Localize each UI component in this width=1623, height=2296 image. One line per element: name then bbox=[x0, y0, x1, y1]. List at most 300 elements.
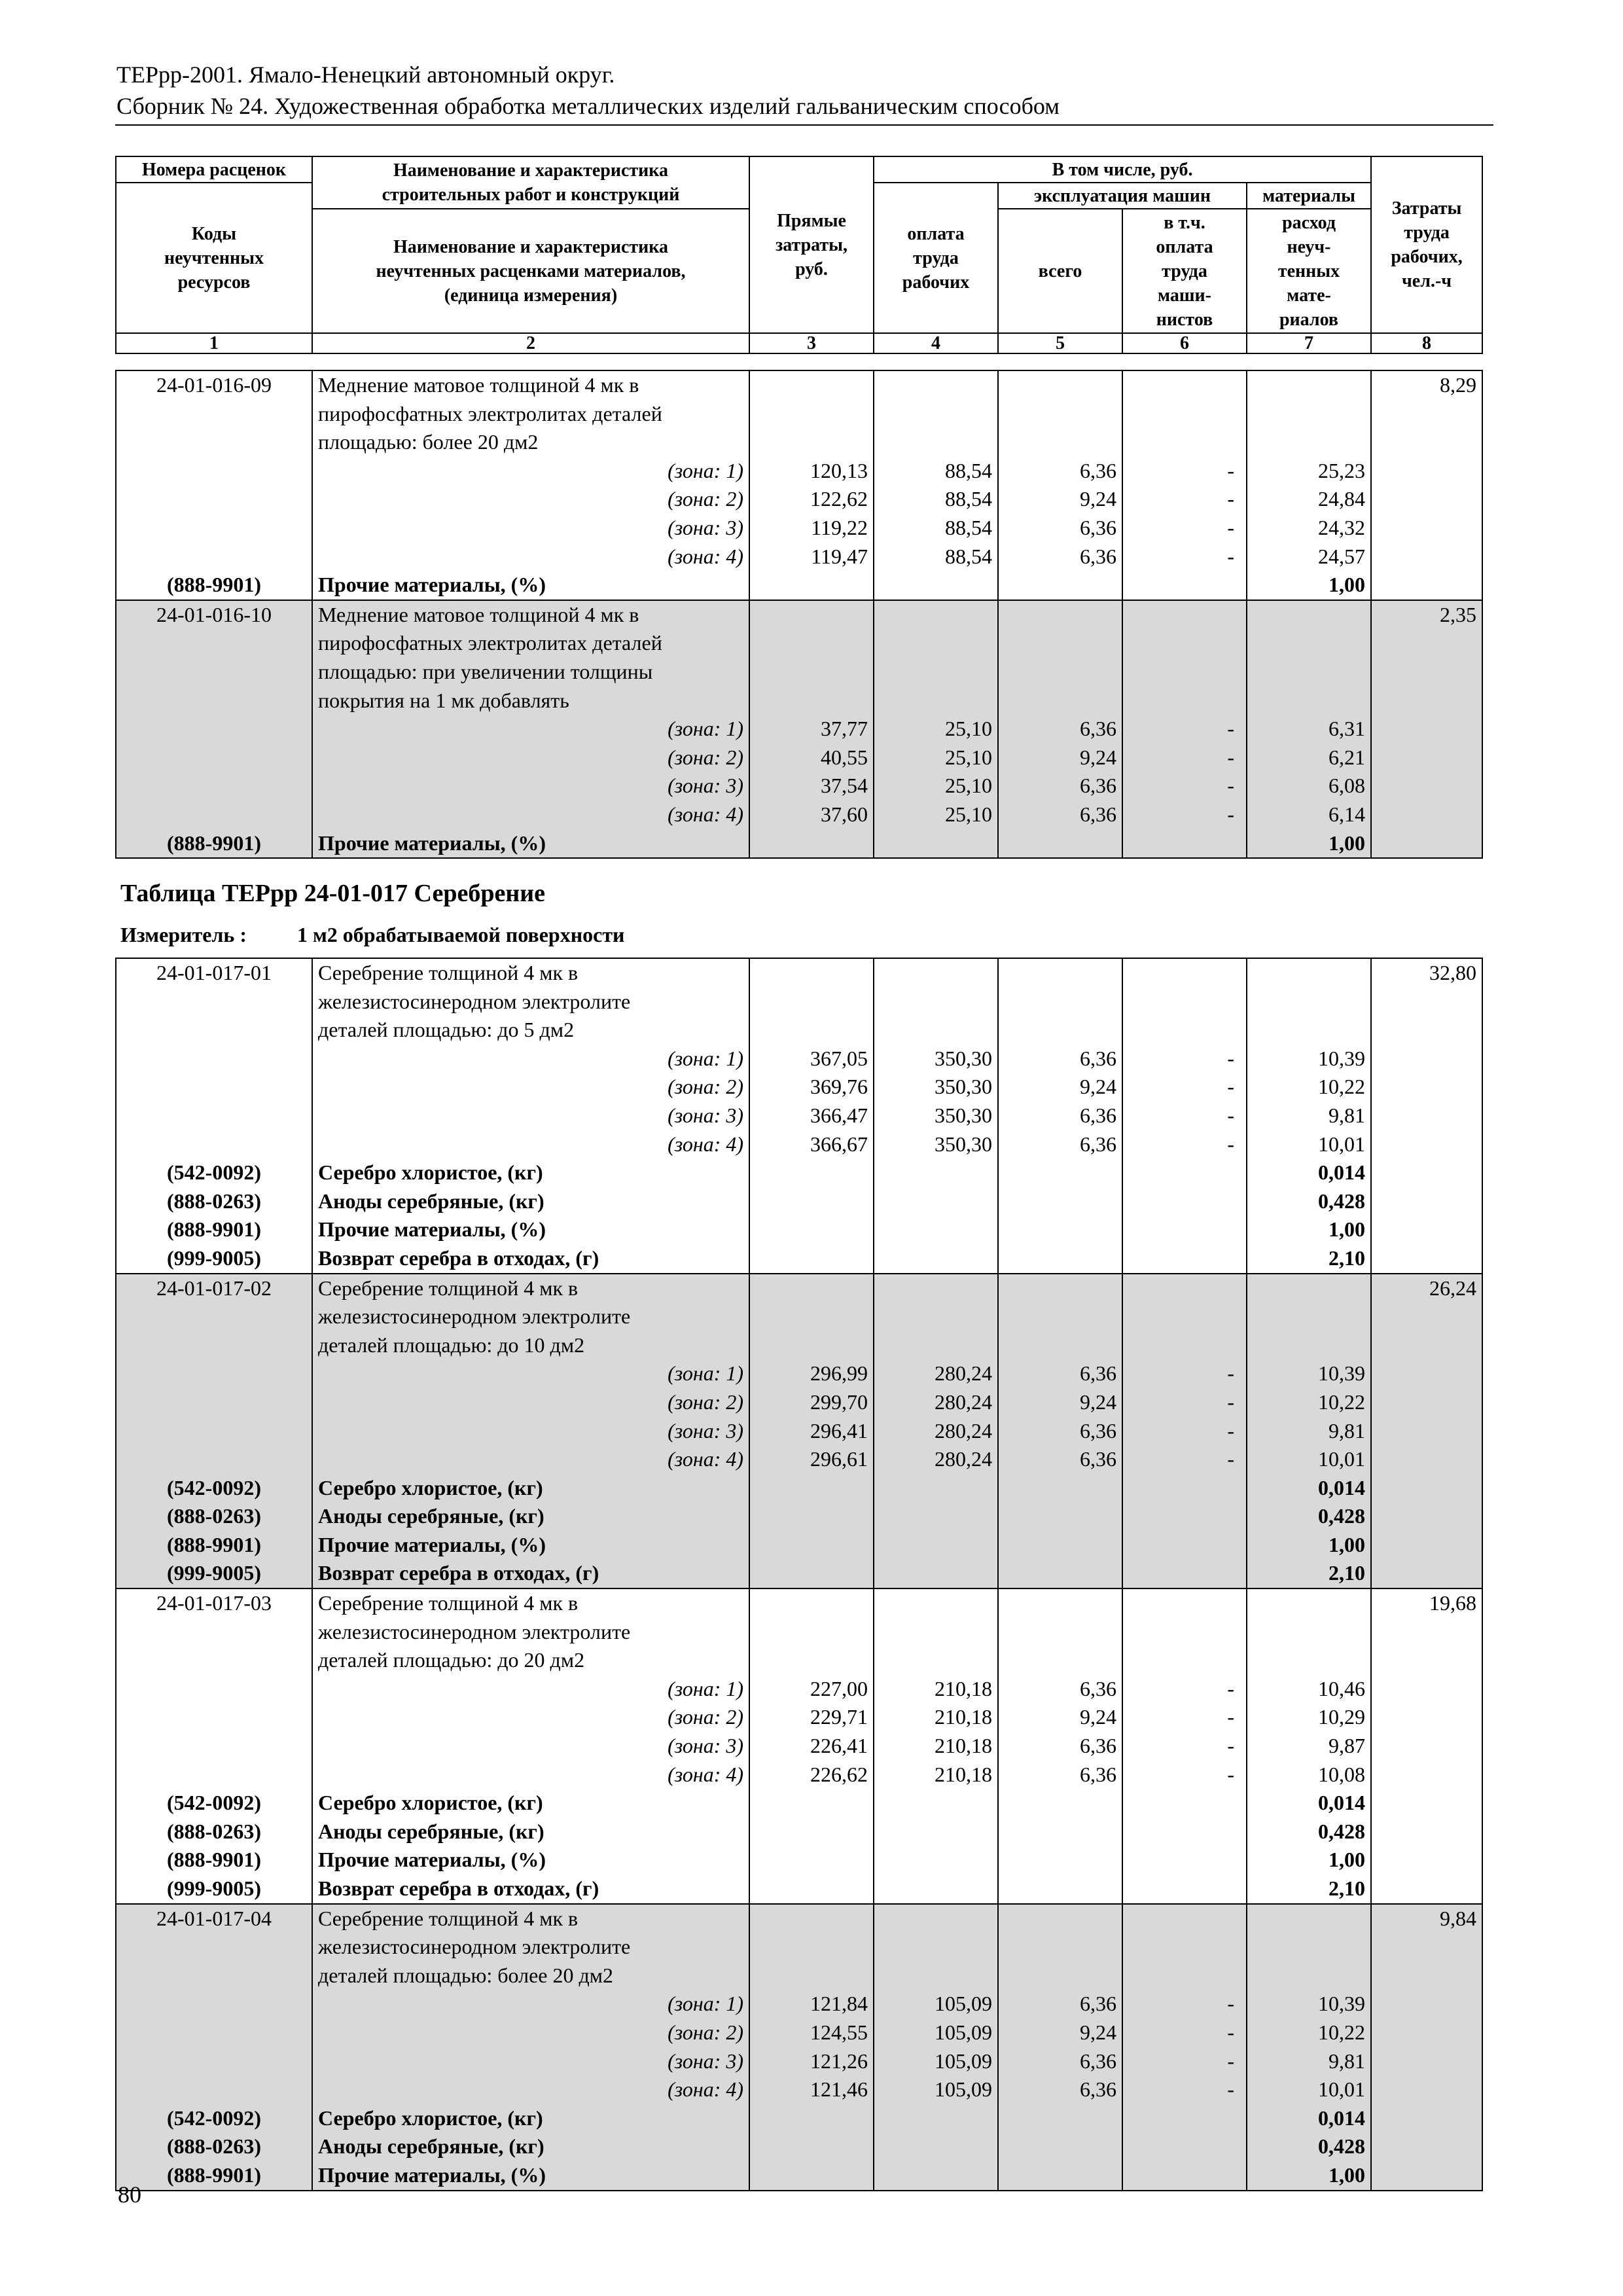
rate-code-cell bbox=[116, 958, 312, 1274]
spacer bbox=[1128, 400, 1234, 429]
spacer bbox=[1004, 1302, 1116, 1331]
rate-code-cell bbox=[116, 1588, 312, 1904]
resource-quantity: 0,014 bbox=[1318, 1791, 1365, 1815]
machine-cost: 9,24 bbox=[1080, 487, 1116, 511]
direct-cost: 37,77 bbox=[821, 717, 868, 741]
machinist-wage: - bbox=[1227, 1447, 1234, 1471]
spacer bbox=[755, 1933, 868, 1962]
section-title: Таблица ТЕРрр 24-01-017 Серебрение bbox=[120, 880, 545, 907]
worker-wage: 88,54 bbox=[945, 515, 992, 539]
labor-cost: 26,24 bbox=[1429, 1276, 1476, 1300]
spacer bbox=[1128, 959, 1234, 988]
machinist-wage: - bbox=[1227, 458, 1234, 482]
machinist-wage: - bbox=[1227, 2020, 1234, 2044]
measure-value: 1 м2 обрабатываемой поверхности bbox=[297, 923, 625, 946]
rate-description-line: деталей площадью: до 20 дм2 bbox=[318, 1648, 585, 1672]
material-cost: 6,14 bbox=[1329, 802, 1365, 826]
machine-cost: 6,36 bbox=[1080, 2049, 1116, 2073]
resource-name: Возврат серебра в отходах, (г) bbox=[318, 1561, 599, 1585]
spacer bbox=[755, 1016, 868, 1045]
spacer bbox=[1253, 428, 1365, 457]
resource-quantity: 1,00 bbox=[1329, 2162, 1365, 2187]
page-number: 80 bbox=[118, 2181, 141, 2208]
running-header-line-2: Сборник № 24. Художественная обработка металлических изделий гальваническим способом bbox=[116, 93, 1060, 119]
resource-quantity: 1,00 bbox=[1329, 573, 1365, 597]
material-cost: 9,81 bbox=[1329, 2049, 1365, 2073]
spacer bbox=[755, 428, 868, 457]
resource-code: (999-9005) bbox=[167, 1246, 261, 1270]
resource-quantity: 1,00 bbox=[1329, 1848, 1365, 1872]
rate-description-cell bbox=[312, 370, 749, 600]
spacer bbox=[1004, 1016, 1116, 1045]
col-header-resource-codes: Коды неучтенных ресурсов bbox=[116, 183, 312, 333]
spacer bbox=[880, 1933, 992, 1962]
spacer bbox=[880, 1618, 992, 1647]
material-cost: 10,39 bbox=[1318, 1361, 1365, 1386]
rate-description-line: железистосинеродном электролите bbox=[318, 1935, 631, 1959]
resource-name: Серебро хлористое, (кг) bbox=[318, 1791, 543, 1815]
labor-cost: 8,29 bbox=[1440, 373, 1476, 397]
spacer bbox=[122, 400, 306, 429]
col-number: 7 bbox=[1247, 333, 1371, 353]
header-rule bbox=[115, 124, 1493, 126]
machine-cost: 6,36 bbox=[1080, 1418, 1116, 1443]
rate-description-line: пирофосфатных электролитах деталей bbox=[318, 631, 662, 655]
direct-cost: 37,60 bbox=[821, 802, 868, 826]
spacer bbox=[122, 1990, 306, 2018]
rate-description-line: площадью: более 20 дм2 bbox=[318, 430, 539, 454]
spacer bbox=[122, 1732, 306, 1761]
spacer bbox=[1128, 1016, 1234, 1045]
worker-wage-cell bbox=[874, 600, 998, 858]
spacer bbox=[122, 1618, 306, 1647]
resource-quantity: 0,014 bbox=[1318, 2106, 1365, 2130]
machinist-wage-cell bbox=[1122, 600, 1247, 858]
spacer bbox=[1128, 988, 1234, 1016]
machine-cost: 6,36 bbox=[1080, 1762, 1116, 1786]
machine-cost-cell bbox=[998, 370, 1122, 600]
spacer bbox=[1128, 371, 1234, 400]
worker-wage: 105,09 bbox=[935, 2077, 992, 2102]
rate-description-line: пирофосфатных электролитах деталей bbox=[318, 401, 662, 425]
rate-code-cell bbox=[116, 370, 312, 600]
resource-code: (888-0263) bbox=[167, 1189, 261, 1213]
direct-cost: 119,22 bbox=[811, 515, 868, 539]
material-cost: 6,21 bbox=[1329, 745, 1365, 769]
material-cost: 10,29 bbox=[1318, 1705, 1365, 1729]
col-header-machines-total: всего bbox=[998, 209, 1122, 333]
resource-code: (888-9901) bbox=[167, 1848, 261, 1872]
rate-description-line: Серебрение толщиной 4 мк в bbox=[318, 1591, 579, 1615]
spacer bbox=[1004, 371, 1116, 400]
spacer bbox=[1128, 1905, 1234, 1933]
spacer bbox=[1004, 658, 1116, 687]
measure-unit bbox=[120, 923, 624, 947]
spacer bbox=[755, 400, 868, 429]
zone-label: (зона: 2) bbox=[668, 1705, 743, 1729]
spacer bbox=[755, 1589, 868, 1618]
machine-cost-cell bbox=[998, 1588, 1122, 1904]
spacer bbox=[755, 1618, 868, 1647]
spacer bbox=[122, 1302, 306, 1331]
spacer bbox=[880, 687, 992, 715]
labor-cost-cell bbox=[1371, 370, 1482, 600]
spacer bbox=[1004, 1646, 1116, 1675]
spacer bbox=[122, 1703, 306, 1732]
spacer bbox=[122, 1646, 306, 1675]
spacer bbox=[122, 1045, 306, 1073]
spacer bbox=[880, 428, 992, 457]
resource-quantity: 2,10 bbox=[1329, 1246, 1365, 1270]
worker-wage: 88,54 bbox=[945, 458, 992, 482]
resource-quantity: 0,428 bbox=[1318, 1189, 1365, 1213]
col-header-work-name: Наименование и характеристика строительных работ и конструкций bbox=[312, 156, 749, 209]
direct-cost: 296,99 bbox=[810, 1361, 868, 1386]
spacer bbox=[122, 1073, 306, 1102]
zone-label: (зона: 2) bbox=[668, 1390, 743, 1414]
rate-description-line: площадью: при увеличении толщины bbox=[318, 659, 653, 683]
col-header-direct-costs: Прямые затраты, руб. bbox=[749, 156, 874, 333]
material-cost: 24,32 bbox=[1318, 515, 1365, 539]
resource-name: Серебро хлористое, (кг) bbox=[318, 2106, 543, 2130]
col-header-machines: эксплуатация машин bbox=[998, 183, 1247, 209]
rate-description-line: железистосинеродном электролите bbox=[318, 1619, 631, 1643]
machine-cost: 6,36 bbox=[1080, 458, 1116, 482]
col-header-labor: Затраты труда рабочих, чел.-ч bbox=[1371, 156, 1482, 333]
spacer bbox=[122, 2018, 306, 2047]
machinist-wage: - bbox=[1227, 1676, 1234, 1700]
machine-cost: 9,24 bbox=[1080, 1705, 1116, 1729]
worker-wage: 88,54 bbox=[945, 544, 992, 568]
machine-cost: 9,24 bbox=[1080, 2020, 1116, 2044]
resource-quantity: 0,014 bbox=[1318, 1160, 1365, 1185]
direct-cost-cell bbox=[749, 958, 874, 1274]
spacer bbox=[1253, 629, 1365, 658]
machine-cost-cell bbox=[998, 1274, 1122, 1589]
resource-quantity: 0,428 bbox=[1318, 1504, 1365, 1528]
spacer bbox=[1128, 1962, 1234, 1990]
spacer bbox=[1004, 988, 1116, 1016]
direct-cost: 296,61 bbox=[810, 1447, 868, 1471]
machine-cost: 6,36 bbox=[1080, 1447, 1116, 1471]
spacer bbox=[1004, 400, 1116, 429]
rate-row bbox=[116, 600, 1482, 858]
direct-cost: 122,62 bbox=[810, 487, 868, 511]
resource-code: (888-9901) bbox=[167, 1532, 261, 1556]
machinist-wage: - bbox=[1227, 1046, 1234, 1070]
measure-label: Измеритель : bbox=[120, 923, 247, 946]
resource-name: Аноды серебряные, (кг) bbox=[318, 1504, 544, 1528]
rate-row bbox=[116, 958, 1482, 1274]
resource-code: (999-9005) bbox=[167, 1876, 261, 1900]
material-cost-cell bbox=[1247, 370, 1371, 600]
spacer bbox=[122, 485, 306, 514]
zone-label: (зона: 3) bbox=[668, 1418, 743, 1443]
spacer bbox=[755, 687, 868, 715]
worker-wage: 280,24 bbox=[935, 1390, 992, 1414]
worker-wage-cell bbox=[874, 1904, 998, 2191]
rate-row bbox=[116, 1588, 1482, 1904]
spacer bbox=[1253, 1962, 1365, 1990]
machinist-wage: - bbox=[1227, 745, 1234, 769]
spacer bbox=[880, 1302, 992, 1331]
spacer bbox=[1004, 687, 1116, 715]
material-cost-cell bbox=[1247, 1274, 1371, 1589]
machine-cost-cell bbox=[998, 1904, 1122, 2191]
rates-table-016 bbox=[115, 370, 1483, 859]
resource-name: Прочие материалы, (%) bbox=[318, 1217, 546, 1242]
labor-cost: 9,84 bbox=[1440, 1906, 1476, 1930]
resource-code: (888-0263) bbox=[167, 1819, 261, 1843]
spacer bbox=[1253, 1905, 1365, 1933]
zone-label: (зона: 3) bbox=[668, 774, 743, 798]
zone-label: (зона: 3) bbox=[668, 2049, 743, 2073]
worker-wage: 88,54 bbox=[945, 487, 992, 511]
machinist-wage: - bbox=[1227, 1103, 1234, 1127]
machine-cost-cell bbox=[998, 958, 1122, 1274]
rate-row bbox=[116, 1274, 1482, 1589]
direct-cost-cell bbox=[749, 1588, 874, 1904]
spacer bbox=[1253, 1302, 1365, 1331]
machine-cost: 6,36 bbox=[1080, 1734, 1116, 1758]
spacer bbox=[1253, 1016, 1365, 1045]
direct-cost: 366,67 bbox=[810, 1132, 868, 1156]
machine-cost: 6,36 bbox=[1080, 774, 1116, 798]
spacer bbox=[880, 1646, 992, 1675]
direct-cost: 367,05 bbox=[810, 1046, 868, 1070]
col-header-material-names: Наименование и характеристика неучтенных расценками материалов, (единица измерения) bbox=[312, 209, 749, 333]
direct-cost: 121,84 bbox=[810, 1992, 868, 2016]
zone-label: (зона: 4) bbox=[668, 1447, 743, 1471]
spacer bbox=[122, 1962, 306, 1990]
machine-cost: 9,24 bbox=[1080, 1075, 1116, 1099]
zone-label: (зона: 3) bbox=[668, 1734, 743, 1758]
col-number: 4 bbox=[874, 333, 998, 353]
spacer bbox=[880, 629, 992, 658]
worker-wage-cell bbox=[874, 370, 998, 600]
worker-wage: 105,09 bbox=[935, 2049, 992, 2073]
spacer bbox=[122, 1761, 306, 1789]
spacer bbox=[1253, 1331, 1365, 1360]
worker-wage: 350,30 bbox=[935, 1132, 992, 1156]
resource-quantity: 1,00 bbox=[1329, 831, 1365, 855]
labor-cost-cell bbox=[1371, 600, 1482, 858]
col-header-materials: материалы bbox=[1247, 183, 1371, 209]
machinist-wage-cell bbox=[1122, 1274, 1247, 1589]
material-cost: 9,81 bbox=[1329, 1103, 1365, 1127]
spacer bbox=[755, 601, 868, 630]
resource-quantity: 1,00 bbox=[1329, 1532, 1365, 1556]
spacer bbox=[1004, 1962, 1116, 1990]
labor-cost-cell bbox=[1371, 958, 1482, 1274]
rate-description-line: Серебрение толщиной 4 мк в bbox=[318, 1906, 579, 1930]
material-cost-cell bbox=[1247, 958, 1371, 1274]
col-header-machinist-wages: в т.ч. оплата труда маши- нистов bbox=[1122, 209, 1247, 333]
spacer bbox=[880, 1962, 992, 1990]
resource-code: (542-0092) bbox=[167, 2106, 261, 2130]
zone-label: (зона: 1) bbox=[668, 1992, 743, 2016]
zone-label: (зона: 1) bbox=[668, 717, 743, 741]
material-cost: 24,57 bbox=[1318, 544, 1365, 568]
direct-cost: 124,55 bbox=[810, 2020, 868, 2044]
zone-label: (зона: 1) bbox=[668, 1361, 743, 1386]
resource-name: Прочие материалы, (%) bbox=[318, 1532, 546, 1556]
spacer bbox=[122, 988, 306, 1016]
spacer bbox=[1004, 601, 1116, 630]
resource-code: (888-9901) bbox=[167, 1217, 261, 1242]
material-cost-cell bbox=[1247, 1904, 1371, 2191]
machinist-wage-cell bbox=[1122, 1904, 1247, 2191]
worker-wage: 280,24 bbox=[935, 1361, 992, 1386]
worker-wage: 350,30 bbox=[935, 1046, 992, 1070]
spacer bbox=[122, 629, 306, 658]
machinist-wage: - bbox=[1227, 515, 1234, 539]
rate-description-line: деталей площадью: до 5 дм2 bbox=[318, 1018, 575, 1042]
spacer bbox=[1253, 1274, 1365, 1303]
spacer bbox=[880, 959, 992, 988]
machine-cost: 6,36 bbox=[1080, 1103, 1116, 1127]
spacer bbox=[1004, 1589, 1116, 1618]
material-cost: 10,01 bbox=[1318, 2077, 1365, 2102]
resource-code: (542-0092) bbox=[167, 1791, 261, 1815]
rate-code-cell bbox=[116, 1904, 312, 2191]
machinist-wage: - bbox=[1227, 487, 1234, 511]
machinist-wage: - bbox=[1227, 802, 1234, 826]
direct-cost: 299,70 bbox=[810, 1390, 868, 1414]
machinist-wage-cell bbox=[1122, 370, 1247, 600]
direct-cost: 227,00 bbox=[810, 1676, 868, 1700]
spacer bbox=[880, 400, 992, 429]
direct-cost-cell bbox=[749, 600, 874, 858]
spacer bbox=[122, 428, 306, 457]
resource-quantity: 0,428 bbox=[1318, 1819, 1365, 1843]
spacer bbox=[880, 1589, 992, 1618]
zone-label: (зона: 4) bbox=[668, 2077, 743, 2102]
spacer bbox=[755, 371, 868, 400]
resource-quantity: 0,428 bbox=[1318, 2134, 1365, 2159]
machinist-wage: - bbox=[1227, 1075, 1234, 1099]
rate-description-line: Меднение матовое толщиной 4 мк в bbox=[318, 602, 639, 626]
rate-row bbox=[116, 1904, 1482, 2191]
spacer bbox=[122, 800, 306, 829]
rate-code-cell bbox=[116, 600, 312, 858]
rate-description-line: Меднение матовое толщиной 4 мк в bbox=[318, 373, 639, 397]
machinist-wage: - bbox=[1227, 544, 1234, 568]
resource-code: (888-9901) bbox=[167, 2162, 261, 2187]
machine-cost: 9,24 bbox=[1080, 745, 1116, 769]
rate-row bbox=[116, 370, 1482, 600]
spacer bbox=[1253, 400, 1365, 429]
machine-cost: 6,36 bbox=[1080, 1992, 1116, 2016]
zone-label: (зона: 2) bbox=[668, 1075, 743, 1099]
direct-cost: 121,26 bbox=[810, 2049, 868, 2073]
machinist-wage: - bbox=[1227, 1762, 1234, 1786]
direct-cost: 121,46 bbox=[810, 2077, 868, 2102]
spacer bbox=[880, 1331, 992, 1360]
col-number: 1 bbox=[116, 333, 312, 353]
spacer bbox=[1253, 687, 1365, 715]
spacer bbox=[1128, 428, 1234, 457]
labor-cost-cell bbox=[1371, 1588, 1482, 1904]
spacer bbox=[1128, 1331, 1234, 1360]
spacer bbox=[122, 1359, 306, 1388]
rate-code: 24-01-017-04 bbox=[156, 1906, 272, 1930]
spacer bbox=[880, 988, 992, 1016]
resource-code: (999-9005) bbox=[167, 1561, 261, 1585]
rate-code: 24-01-017-01 bbox=[156, 961, 272, 984]
rate-description-line: деталей площадью: более 20 дм2 bbox=[318, 1963, 614, 1987]
running-header-line-1: ТЕРрр-2001. Ямало-Ненецкий автономный округ. bbox=[116, 62, 615, 88]
spacer bbox=[122, 457, 306, 486]
resource-quantity: 2,10 bbox=[1329, 1561, 1365, 1585]
rate-code: 24-01-017-02 bbox=[156, 1276, 272, 1300]
direct-cost: 226,41 bbox=[810, 1734, 868, 1758]
col-number: 5 bbox=[998, 333, 1122, 353]
resource-name: Возврат серебра в отходах, (г) bbox=[318, 1876, 599, 1900]
spacer bbox=[1128, 601, 1234, 630]
resource-name: Прочие материалы, (%) bbox=[318, 573, 546, 597]
spacer bbox=[880, 1905, 992, 1933]
spacer bbox=[755, 1646, 868, 1675]
machinist-wage: - bbox=[1227, 1390, 1234, 1414]
spacer bbox=[1128, 629, 1234, 658]
worker-wage: 210,18 bbox=[935, 1705, 992, 1729]
machine-cost: 6,36 bbox=[1080, 544, 1116, 568]
zone-label: (зона: 2) bbox=[668, 2020, 743, 2044]
rate-description-line: покрытия на 1 мк добавлять bbox=[318, 688, 569, 712]
machine-cost: 6,36 bbox=[1080, 1132, 1116, 1156]
rate-code: 24-01-016-09 bbox=[156, 373, 272, 397]
resource-name: Возврат серебра в отходах, (г) bbox=[318, 1246, 599, 1270]
rate-description-line: Серебрение толщиной 4 мк в bbox=[318, 961, 579, 984]
spacer bbox=[880, 658, 992, 687]
resource-quantity: 0,014 bbox=[1318, 1475, 1365, 1499]
material-cost: 10,01 bbox=[1318, 1132, 1365, 1156]
spacer bbox=[1253, 658, 1365, 687]
material-cost: 6,08 bbox=[1329, 774, 1365, 798]
zone-label: (зона: 4) bbox=[668, 544, 743, 568]
machine-cost: 9,24 bbox=[1080, 1390, 1116, 1414]
spacer bbox=[1128, 1274, 1234, 1303]
labor-cost: 2,35 bbox=[1440, 602, 1476, 626]
zone-label: (зона: 3) bbox=[668, 1103, 743, 1127]
rate-description-line: Серебрение толщиной 4 мк в bbox=[318, 1276, 579, 1300]
rate-description-cell bbox=[312, 1274, 749, 1589]
spacer bbox=[122, 2075, 306, 2104]
direct-cost-cell bbox=[749, 370, 874, 600]
spacer bbox=[1253, 988, 1365, 1016]
rate-description-line: железистосинеродном электролите bbox=[318, 989, 631, 1013]
direct-cost: 369,76 bbox=[810, 1075, 868, 1099]
zone-label: (зона: 4) bbox=[668, 1132, 743, 1156]
worker-wage: 25,10 bbox=[945, 717, 992, 741]
rate-code-cell bbox=[116, 1274, 312, 1589]
machinist-wage: - bbox=[1227, 774, 1234, 798]
rate-description-cell bbox=[312, 600, 749, 858]
resource-code: (888-0263) bbox=[167, 1504, 261, 1528]
resource-name: Прочие материалы, (%) bbox=[318, 2162, 546, 2187]
spacer bbox=[1004, 428, 1116, 457]
spacer bbox=[880, 601, 992, 630]
material-cost: 6,31 bbox=[1329, 717, 1365, 741]
spacer bbox=[1004, 1274, 1116, 1303]
zone-label: (зона: 2) bbox=[668, 487, 743, 511]
machine-cost: 6,36 bbox=[1080, 1676, 1116, 1700]
spacer bbox=[755, 1962, 868, 1990]
machinist-wage: - bbox=[1227, 717, 1234, 741]
zone-label: (зона: 1) bbox=[668, 458, 743, 482]
col-number: 6 bbox=[1122, 333, 1247, 353]
